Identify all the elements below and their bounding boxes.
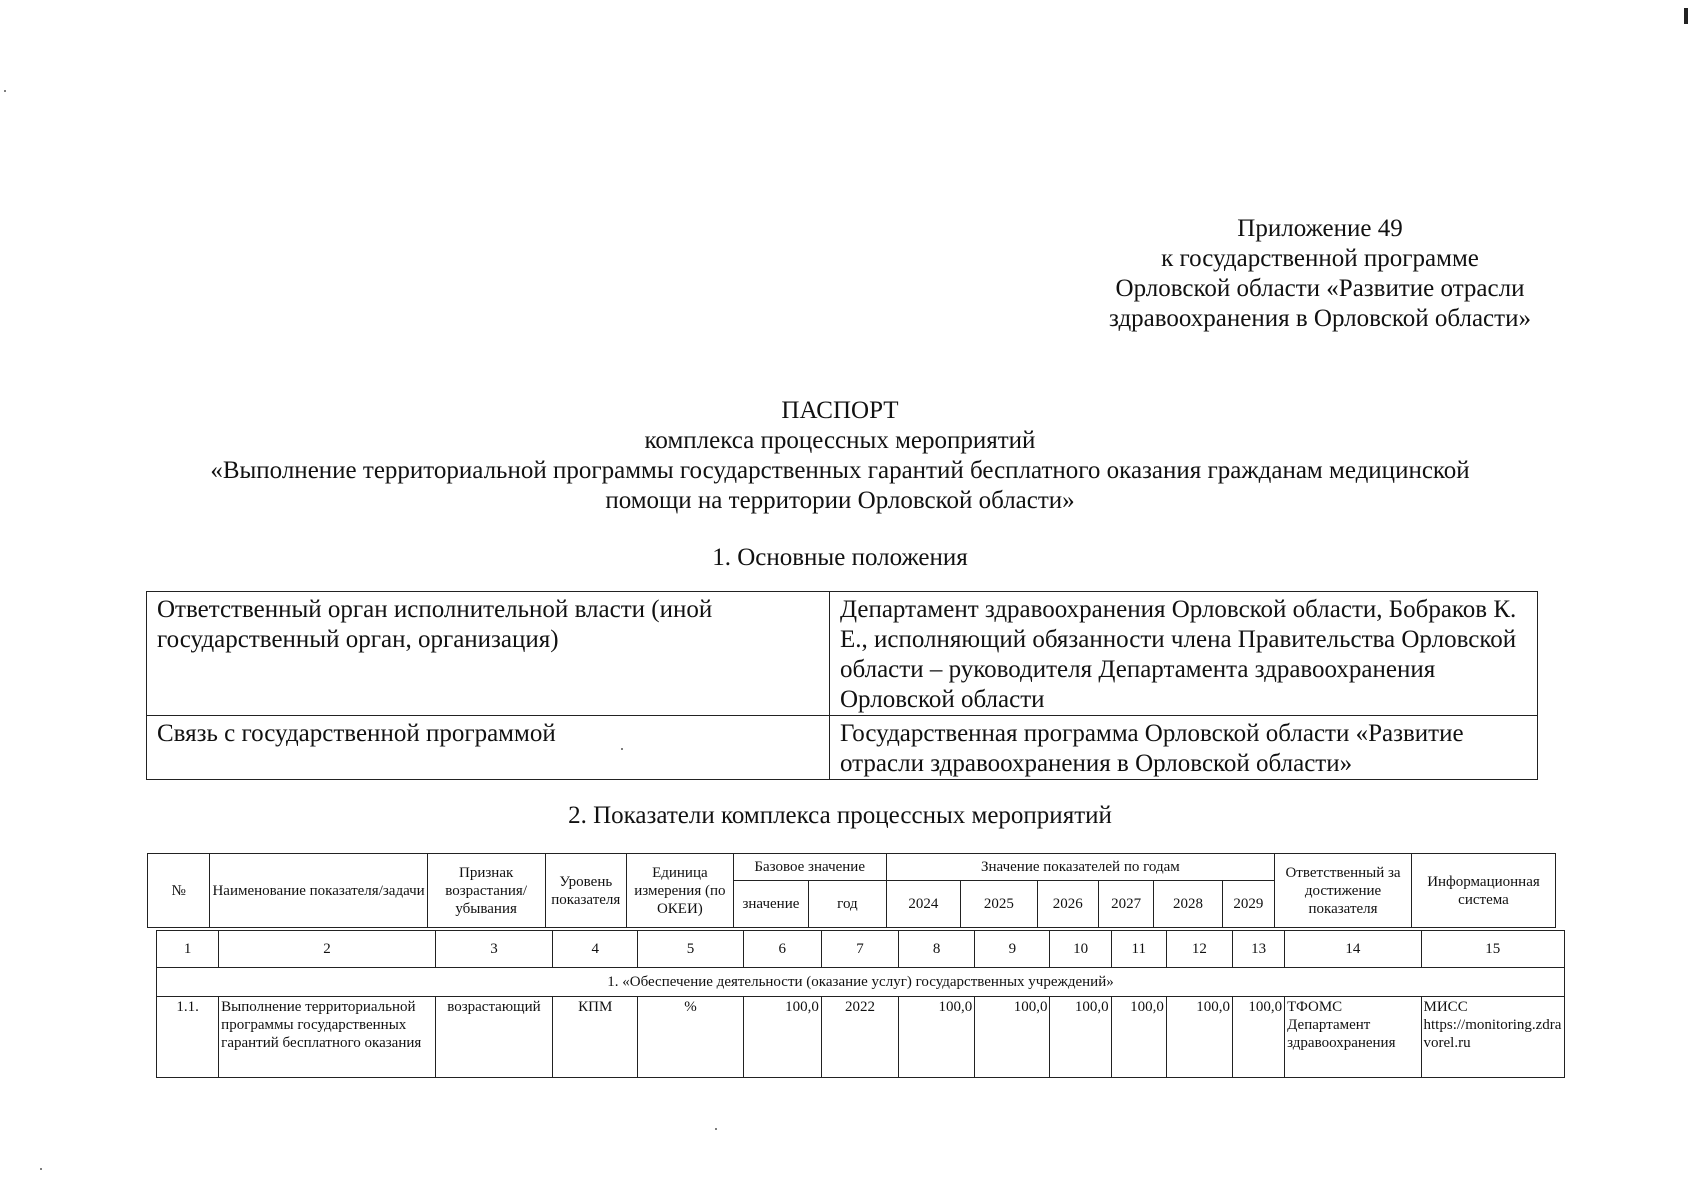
indicators-header-table <box>147 853 1556 928</box>
cell-year-value: 100,0 <box>1233 997 1285 1078</box>
header-by-years: Значение показателей по годам <box>886 854 1274 881</box>
cell-sign: возрастающий <box>435 997 552 1078</box>
title-line: «Выполнение территориальной программы государственных гарантий бесплатного оказания гражданам медицинской <box>210 457 1470 484</box>
header-year: 2029 <box>1222 881 1274 928</box>
row-value: Государственная программа Орловской области «Развитие отрасли здравоохранения в Орловской области» <box>830 716 1538 780</box>
column-number: 13 <box>1233 931 1285 968</box>
header-year: 2024 <box>886 881 960 928</box>
scan-mark <box>1684 8 1688 24</box>
column-number: 1 <box>157 931 219 968</box>
cell-base-year: 2022 <box>821 997 898 1078</box>
column-number: 5 <box>638 931 743 968</box>
appendix-line: Орловской области «Развитие отрасли <box>1115 275 1525 302</box>
cell-responsible <box>1285 997 1421 1078</box>
header-year: 2026 <box>1037 881 1098 928</box>
row-label: Связь с государственной программой <box>147 716 830 780</box>
section-row <box>157 968 1565 997</box>
title-line: помощи на территории Орловской области» <box>605 487 1075 514</box>
header-level: Уровень показателя <box>545 854 627 928</box>
title-line: комплекса процессных мероприятий <box>644 427 1036 454</box>
header-year: 2027 <box>1099 881 1154 928</box>
scan-speck <box>40 1168 42 1170</box>
table-row <box>147 592 1538 716</box>
appendix-block <box>1060 214 1580 334</box>
column-number: 3 <box>435 931 552 968</box>
cell-year-value: 100,0 <box>899 997 975 1078</box>
cell-year-value: 100,0 <box>1166 997 1232 1078</box>
column-number: 12 <box>1166 931 1232 968</box>
column-number: 8 <box>899 931 975 968</box>
cell-name: Выполнение территориальной программы государственных гарантий бесплатного оказания <box>219 997 436 1078</box>
column-number: 9 <box>975 931 1050 968</box>
responsible-line: ТФОМС <box>1287 999 1343 1015</box>
appendix-line: Приложение 49 <box>1237 215 1403 242</box>
column-number: 4 <box>553 931 638 968</box>
header-info-system: Информационная система <box>1411 854 1555 928</box>
column-number: 7 <box>821 931 898 968</box>
title-heading: ПАСПОРТ <box>781 397 899 424</box>
column-number: 10 <box>1050 931 1111 968</box>
section-row-title: 1. «Обеспечение деятельности (оказание услуг) государственных учреждений» <box>157 968 1565 997</box>
column-number: 11 <box>1111 931 1166 968</box>
column-number: 14 <box>1285 931 1421 968</box>
cell-year-value: 100,0 <box>1111 997 1166 1078</box>
header-sign: Признак возрастания/ убывания <box>427 854 545 928</box>
cell-year-value: 100,0 <box>975 997 1050 1078</box>
indicators-body-table <box>156 930 1565 1078</box>
header-row <box>148 854 1556 881</box>
header-num: № <box>148 854 210 928</box>
header-name: Наименование показателя/задачи <box>210 854 427 928</box>
appendix-line: здравоохранения в Орловской области» <box>1109 305 1531 332</box>
cell-level: КПМ <box>553 997 638 1078</box>
header-year: 2025 <box>961 881 1037 928</box>
document-title <box>140 396 1540 516</box>
cell-info-system <box>1421 997 1564 1078</box>
cell-num: 1.1. <box>157 997 219 1078</box>
cell-base-value: 100,0 <box>743 997 821 1078</box>
header-base-value: значение <box>733 881 808 928</box>
section-2-heading: 2. Показатели комплекса процессных мероприятий <box>568 802 1112 829</box>
header-responsible: Ответственный за достижение показателя <box>1275 854 1412 928</box>
info-system-url: https://monitoring.zdravorel.ru <box>1423 1017 1562 1051</box>
appendix-line: к государственной программе <box>1161 245 1479 272</box>
header-year: 2028 <box>1154 881 1222 928</box>
header-base: Базовое значение <box>733 854 886 881</box>
cell-year-value: 100,0 <box>1050 997 1111 1078</box>
table-row <box>147 716 1538 780</box>
column-number: 15 <box>1421 931 1564 968</box>
column-number: 6 <box>743 931 821 968</box>
header-base-year: год <box>809 881 886 928</box>
column-numbers-row <box>157 931 1565 968</box>
responsible-line: Департамент здравоохранения <box>1287 1017 1396 1051</box>
main-provisions-table <box>146 591 1538 780</box>
info-system-line: МИСС <box>1423 999 1468 1015</box>
column-number: 2 <box>219 931 436 968</box>
scan-speck <box>4 90 6 92</box>
header-unit: Единица измерения (по ОКЕИ) <box>627 854 734 928</box>
row-label: Ответственный орган исполнительной власти (иной государственный орган, организация) <box>147 592 830 716</box>
scan-speck <box>715 1128 717 1130</box>
section-1-heading: 1. Основные положения <box>712 544 968 571</box>
row-value: Департамент здравоохранения Орловской области, Бобраков К. Е., исполняющий обязанности члена Правительства Орловской области – руководителя Департамента здравоохранения Орловской области <box>830 592 1538 716</box>
cell-unit: % <box>638 997 743 1078</box>
table-row <box>157 997 1565 1078</box>
